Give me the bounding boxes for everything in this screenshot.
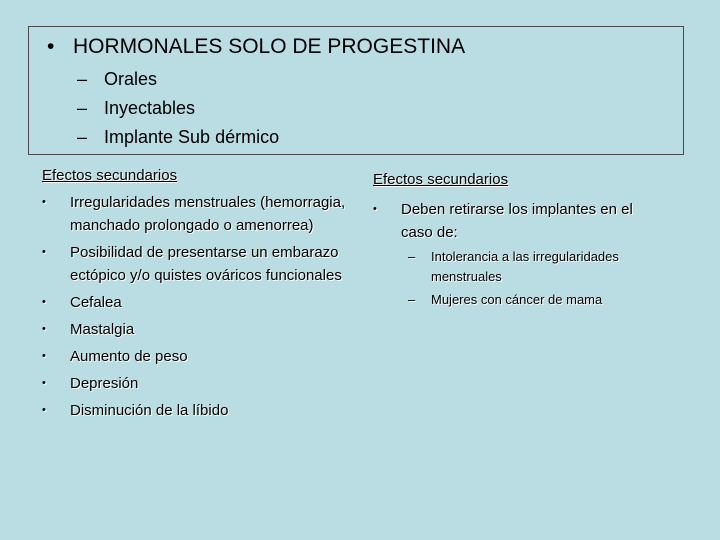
side-effect-item (42, 291, 352, 314)
removal-text: Deben retirarse los implantes en el caso de: (401, 201, 633, 241)
right-column (373, 170, 663, 310)
side-effect-text: Disminución de la líbido (70, 402, 229, 419)
removal-subitem-text: Intolerancia a las irregularidades menstruales (431, 249, 619, 284)
method-label: Orales (104, 69, 158, 89)
side-effect-text: Mastalgia (70, 321, 135, 338)
dash: – (77, 98, 88, 118)
right-heading: Efectos secundarios (373, 171, 509, 188)
removal-subitem (373, 290, 663, 310)
side-effect-text: Posibilidad de presentarse un embarazo ectópico y/o quistes ováricos funcionales (70, 244, 342, 284)
side-effect-text: Irregularidades menstruales (hemorragia, manchado prolongado o amenorrea) (70, 194, 346, 234)
dash: – (77, 127, 88, 147)
bullet: • (42, 377, 46, 389)
dash: – (408, 292, 416, 307)
side-effect-item (42, 191, 352, 237)
method-label: Implante Sub dérmico (104, 127, 280, 147)
side-effect-text: Cefalea (70, 294, 122, 311)
removal-subitem (373, 247, 663, 287)
bullet: • (42, 404, 46, 416)
method-item (77, 123, 279, 152)
bullet: • (42, 296, 46, 308)
method-item (77, 65, 279, 94)
removal-item (373, 198, 663, 244)
dash: – (408, 249, 416, 264)
bullet: • (42, 350, 46, 362)
slide-title-text: HORMONALES SOLO DE PROGESTINA (73, 35, 466, 58)
slide-title (47, 34, 465, 60)
bullet: • (373, 203, 377, 215)
bullet: • (47, 35, 55, 58)
method-list (77, 65, 279, 152)
left-heading: Efectos secundarios (42, 167, 178, 184)
side-effect-item (42, 241, 352, 287)
bullet: • (42, 323, 46, 335)
dash: – (77, 69, 88, 89)
bullet: • (42, 196, 46, 208)
method-label: Inyectables (104, 98, 196, 118)
bullet: • (42, 246, 46, 258)
side-effect-item (42, 372, 352, 395)
side-effect-item (42, 345, 352, 368)
side-effect-text: Depresión (70, 375, 139, 392)
method-item (77, 94, 279, 123)
title-box (28, 26, 684, 155)
side-effect-item (42, 399, 352, 422)
side-effect-item (42, 318, 352, 341)
left-column (42, 166, 352, 426)
side-effect-text: Aumento de peso (70, 348, 188, 365)
removal-subitem-text: Mujeres con cáncer de mama (431, 292, 603, 307)
